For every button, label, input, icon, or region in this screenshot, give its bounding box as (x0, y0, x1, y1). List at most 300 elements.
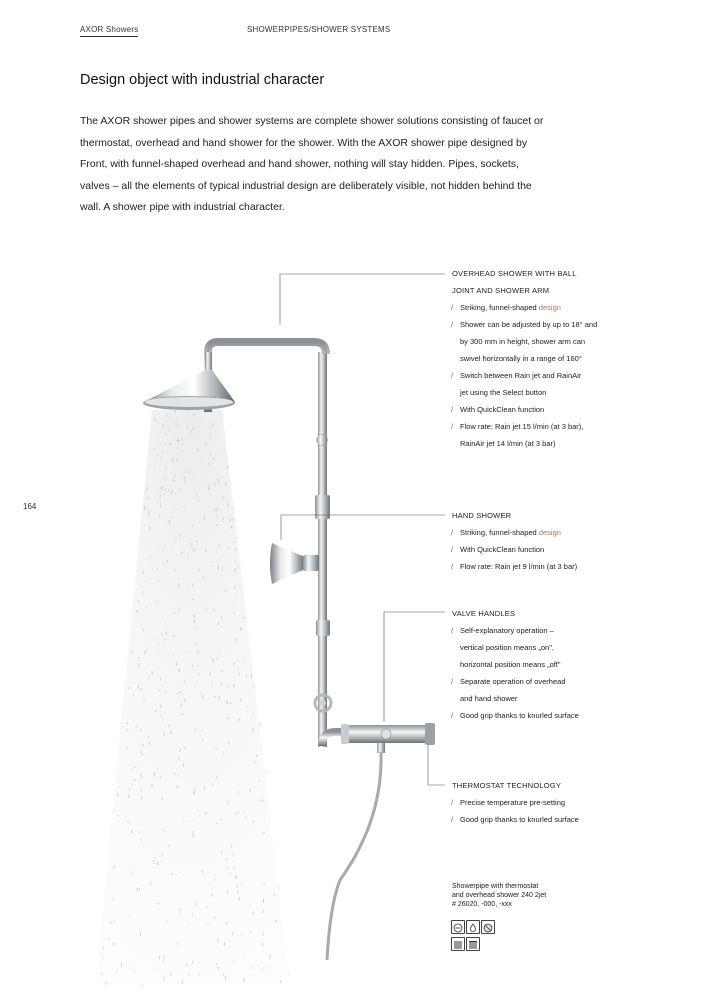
water-drop (194, 620, 195, 623)
water-drop (212, 894, 213, 897)
water-drop (213, 458, 214, 460)
water-drop (170, 418, 171, 420)
water-drop (182, 980, 183, 984)
water-drop (180, 909, 181, 912)
water-drop (252, 714, 253, 716)
water-drop (235, 812, 236, 815)
water-drop (239, 898, 240, 901)
water-drop (130, 967, 131, 970)
water-drop (246, 816, 247, 820)
water-drop (227, 716, 228, 719)
water-drop (186, 963, 187, 967)
water-drop (180, 749, 181, 751)
water-drop (243, 811, 244, 813)
water-drop (105, 982, 106, 986)
water-drop (139, 831, 140, 833)
water-drop (164, 493, 165, 496)
water-drop (194, 413, 195, 416)
water-drop (263, 910, 264, 913)
water-drop (171, 491, 172, 494)
water-drop (209, 462, 210, 465)
water-drop (170, 443, 171, 446)
water-drop (156, 601, 157, 603)
water-drop (162, 633, 163, 635)
water-drop (185, 469, 186, 472)
water-drop (216, 657, 217, 660)
water-drop (127, 747, 128, 750)
water-drop (195, 627, 196, 630)
spec-hand-shower (452, 507, 632, 575)
water-drop (249, 904, 250, 906)
water-drop (221, 616, 222, 620)
water-drop (204, 786, 205, 790)
water-drop (187, 556, 188, 558)
minus-circle-icon (451, 920, 465, 934)
water-drop (189, 922, 190, 924)
water-drop (155, 857, 156, 859)
water-drop (165, 432, 166, 436)
water-drop (196, 650, 197, 652)
water-drop (221, 852, 222, 855)
water-drop (246, 705, 247, 709)
water-drop (110, 921, 111, 923)
water-drop (233, 518, 234, 520)
water-drop (274, 893, 275, 896)
water-drop (140, 744, 141, 746)
water-drop (235, 548, 236, 550)
water-drop (192, 913, 193, 916)
water-drop (132, 769, 133, 772)
water-drop (155, 638, 156, 641)
water-drop (116, 969, 117, 973)
water-drop (165, 476, 166, 478)
water-drop (208, 924, 209, 926)
spec-title: THERMOSTAT TECHNOLOGY (452, 781, 562, 790)
water-drop (165, 639, 166, 641)
water-drop (260, 799, 261, 801)
water-drop (183, 764, 184, 767)
spec-title: VALVE HANDLES (452, 609, 516, 618)
water-drop (165, 545, 166, 547)
water-drop (172, 458, 173, 462)
spec-title: HAND SHOWER (452, 511, 512, 520)
water-drop (262, 800, 263, 802)
intro-paragraph: The AXOR shower pipes and shower systems are complete shower solutions consisting of faucet or thermostat, overhead and hand shower for the shower. With the AXOR shower pipe designed by Front, with funnel-shaped overhead and hand shower, nothing will stay hidden. Pipes, sockets, valves – all the elements of typical industrial design are deliberately visible, not hidden behind the wall. A shower pipe with industrial character. (80, 115, 544, 213)
water-drop (166, 632, 167, 636)
water-drop (188, 588, 189, 590)
water-drop (230, 873, 231, 876)
water-drop (166, 414, 167, 416)
water-drop (133, 694, 134, 696)
water-drop (196, 681, 197, 684)
water-drop (195, 729, 196, 732)
water-drop (128, 821, 129, 823)
water-drop (228, 741, 229, 745)
highlight-link: design (538, 528, 561, 537)
water-drop (218, 566, 219, 570)
water-drop (238, 890, 239, 893)
spec-item: / Separate operation of overhead and hand shower (452, 673, 632, 707)
water-drop (239, 672, 240, 675)
water-drop (162, 798, 163, 802)
water-drop (235, 568, 236, 571)
water-drop (198, 962, 199, 964)
water-drop (238, 719, 239, 723)
water-drop (132, 873, 133, 875)
water-drop (143, 629, 144, 632)
water-drop (171, 731, 172, 734)
water-drop (189, 472, 190, 475)
water-drop (163, 478, 164, 480)
water-drop (184, 747, 185, 749)
water-drop (199, 974, 200, 976)
header-section: SHOWERPIPES/SHOWER SYSTEMS (247, 25, 391, 34)
water-drop (102, 956, 103, 958)
water-drop (139, 663, 140, 667)
water-drop (129, 795, 130, 798)
water-drop (152, 784, 153, 788)
water-drop (222, 412, 223, 415)
water-drop (167, 451, 168, 453)
water-drop (270, 955, 271, 958)
water-drop (148, 676, 149, 679)
water-drop (165, 488, 166, 491)
water-drop (228, 547, 229, 550)
water-drop (238, 566, 239, 569)
water-spray (95, 410, 290, 987)
water-drop (253, 912, 254, 915)
water-drop (131, 830, 132, 833)
water-drop (234, 586, 235, 589)
water-drop (187, 425, 188, 429)
water-drop (227, 465, 228, 469)
water-drop (218, 967, 219, 970)
spec-item: / Flow rate: Rain jet 9 l/min (at 3 bar) (452, 558, 632, 575)
water-drop (157, 862, 158, 865)
water-drop (234, 611, 235, 614)
water-drop (252, 965, 253, 969)
water-drop (236, 638, 237, 641)
water-drop (242, 933, 243, 935)
water-drop (176, 761, 177, 763)
water-drop (191, 543, 192, 547)
water-drop (254, 685, 255, 689)
water-drop (251, 674, 252, 678)
water-drop (163, 562, 164, 565)
water-drop (160, 504, 161, 508)
water-drop (184, 477, 185, 480)
water-drop (168, 489, 169, 492)
caption-line: and overhead shower 240 2jet (452, 892, 547, 899)
water-drop (214, 482, 215, 486)
water-drop (141, 766, 142, 768)
water-drop (160, 677, 161, 681)
water-drop (163, 959, 164, 962)
water-drop (157, 567, 158, 571)
spec-title: OVERHEAD SHOWER WITH BALL (452, 269, 577, 278)
water-drop (160, 776, 161, 779)
water-drop (165, 827, 166, 829)
water-drop (243, 617, 244, 619)
water-drop (223, 973, 224, 976)
water-drop (134, 970, 135, 972)
water-drop (113, 866, 114, 869)
water-drop (223, 752, 224, 755)
water-drop (180, 872, 181, 874)
height-slider (315, 495, 330, 519)
water-drop (192, 525, 193, 527)
water-drop (237, 669, 238, 672)
water-drop (240, 627, 241, 630)
water-drop (225, 590, 226, 593)
water-drop (141, 796, 142, 799)
water-drop (144, 698, 145, 702)
water-drop (192, 599, 193, 601)
spec-thermostat (452, 777, 632, 828)
water-drop (236, 594, 237, 596)
water-drop (134, 766, 135, 768)
water-drop (176, 663, 177, 666)
water-drop (255, 761, 256, 763)
water-drop (218, 623, 219, 626)
water-drop (216, 822, 217, 824)
water-drop (150, 579, 151, 581)
water-drop (253, 820, 254, 822)
water-drop (244, 579, 245, 581)
water-drop (163, 829, 164, 831)
water-drop (153, 774, 154, 778)
water-drop (184, 479, 185, 483)
water-drop (128, 687, 129, 689)
water-drop (240, 698, 241, 702)
water-drop (163, 969, 164, 971)
water-drop (171, 873, 172, 875)
water-drop (177, 421, 178, 423)
water-drop (154, 418, 155, 421)
water-drop (162, 451, 163, 453)
water-drop (227, 701, 228, 703)
water-drop (230, 518, 231, 521)
water-drop (138, 685, 139, 689)
water-drop (200, 692, 201, 694)
water-drop (199, 815, 200, 817)
water-drop (149, 742, 150, 745)
water-drop (226, 859, 227, 861)
water-drop (162, 719, 163, 721)
water-drop (221, 684, 222, 686)
water-drop (177, 447, 178, 449)
water-drop (189, 974, 190, 976)
water-drop (188, 553, 189, 555)
water-drop-icon (466, 920, 480, 934)
water-drop (263, 933, 264, 936)
water-drop (141, 789, 142, 792)
water-drop (132, 651, 133, 654)
water-drop (141, 774, 142, 778)
water-drop (151, 882, 152, 886)
water-drop (223, 496, 224, 498)
water-drop (179, 668, 180, 672)
water-drop (147, 507, 148, 509)
water-drop (239, 719, 240, 721)
water-drop (158, 903, 159, 905)
water-drop (203, 577, 204, 580)
water-drop (178, 774, 179, 778)
spec-item: / Self-explanatory operation – vertical position means „on", horizontal position means „off" (452, 622, 632, 673)
water-drop (184, 820, 185, 822)
water-drop (234, 541, 235, 543)
product-caption (452, 882, 546, 909)
water-drop (210, 453, 211, 456)
water-drop (235, 875, 236, 879)
water-drop (165, 691, 166, 693)
water-drop (159, 580, 160, 582)
water-drop (155, 710, 156, 712)
water-drop (232, 932, 233, 936)
water-drop (228, 801, 229, 805)
water-drop (192, 583, 193, 586)
water-drop (206, 608, 207, 610)
water-drop (213, 659, 214, 663)
water-drop (191, 430, 192, 433)
water-drop (191, 470, 192, 474)
water-drop (149, 527, 150, 531)
water-drop (238, 791, 239, 794)
water-drop (115, 943, 116, 945)
water-drop (167, 921, 168, 923)
water-drop (177, 424, 178, 427)
water-drop (133, 865, 134, 867)
article-number: # 26020, -000, -xxx (452, 901, 512, 908)
water-drop (147, 487, 148, 490)
water-drop (149, 556, 150, 558)
water-drop (243, 657, 244, 659)
water-drop (109, 937, 110, 939)
water-drop (173, 479, 174, 482)
water-drop (219, 696, 220, 700)
water-drop (148, 736, 149, 740)
water-drop (114, 920, 115, 923)
water-drop (209, 487, 210, 490)
spec-item: / Striking, funnel-shaped design (452, 299, 632, 316)
water-drop (182, 437, 183, 440)
water-drop (198, 665, 199, 667)
water-drop (214, 508, 215, 511)
water-drop (180, 691, 181, 694)
water-drop (234, 508, 235, 511)
water-drop (227, 890, 228, 893)
water-drop (194, 548, 195, 551)
spec-item: / Good grip thanks to knurled surface (452, 707, 632, 724)
water-drop (205, 812, 206, 815)
water-drop (148, 511, 149, 515)
water-drop (160, 490, 161, 492)
water-drop (263, 832, 264, 834)
water-drop (160, 495, 161, 497)
water-drop (198, 651, 199, 654)
water-drop (146, 606, 147, 609)
water-drop (177, 692, 178, 694)
spec-item: / Switch between Rain jet and RainAir jet using the Select button (452, 367, 632, 401)
water-drop (157, 768, 158, 771)
water-drop (168, 428, 169, 432)
water-drop (121, 963, 122, 966)
water-drop (262, 943, 263, 946)
water-drop (140, 689, 141, 692)
water-drop (256, 755, 257, 757)
water-drop (288, 972, 289, 974)
water-drop (157, 674, 158, 676)
water-drop (183, 506, 184, 508)
page-title: Design object with industrial character (80, 72, 325, 88)
highlight-link: design (538, 303, 561, 312)
spec-item: / Flow rate: Rain jet 15 l/min (at 3 bar), RainAir jet 14 l/min (at 3 bar) (452, 418, 632, 452)
spec-item: / Shower can be adjusted by up to 18° and by 300 mm in height, shower arm can swivel horizontally in a range of 160° (452, 316, 632, 367)
water-drop (202, 730, 203, 732)
water-drop (222, 670, 223, 672)
water-drop (207, 906, 208, 908)
water-drop (219, 544, 220, 546)
water-drop (155, 969, 156, 971)
water-drop (243, 978, 244, 982)
water-drop (179, 488, 180, 492)
water-drop (231, 526, 232, 529)
water-drop (169, 725, 170, 727)
water-drop (175, 410, 176, 413)
water-drop (209, 483, 210, 487)
water-drop (142, 753, 143, 756)
water-drop (171, 517, 172, 519)
water-drop (161, 854, 162, 857)
spec-title: JOINT AND SHOWER ARM (452, 286, 550, 295)
water-drop (146, 650, 147, 652)
water-drop (222, 498, 223, 501)
water-drop (179, 534, 180, 537)
water-drop (260, 723, 261, 726)
water-drop (185, 699, 186, 703)
water-drop (238, 810, 239, 814)
water-drop (178, 583, 179, 587)
water-drop (112, 943, 113, 946)
water-drop (177, 417, 178, 420)
water-drop (194, 787, 195, 791)
water-drop (169, 520, 170, 524)
water-drop (205, 549, 206, 552)
water-drop (206, 443, 207, 445)
spec-item: / Striking, funnel-shaped design (452, 524, 632, 541)
spec-overhead-shower (452, 265, 632, 452)
water-drop (234, 868, 235, 870)
page-number: 164 (23, 502, 37, 511)
water-drop (134, 779, 135, 781)
water-drop (192, 961, 193, 965)
water-drop (181, 685, 182, 687)
water-drop (202, 695, 203, 699)
water-drop (117, 815, 118, 817)
water-drop (196, 540, 197, 543)
water-drop (136, 610, 137, 612)
overhead-shower (143, 352, 235, 410)
water-drop (209, 672, 210, 675)
water-drop (140, 751, 141, 753)
water-drop (225, 977, 226, 980)
water-drop (280, 980, 281, 983)
water-drop (161, 714, 162, 717)
water-drop (160, 457, 161, 459)
water-drop (173, 653, 174, 655)
water-drop (192, 665, 193, 667)
water-drop (217, 939, 218, 943)
